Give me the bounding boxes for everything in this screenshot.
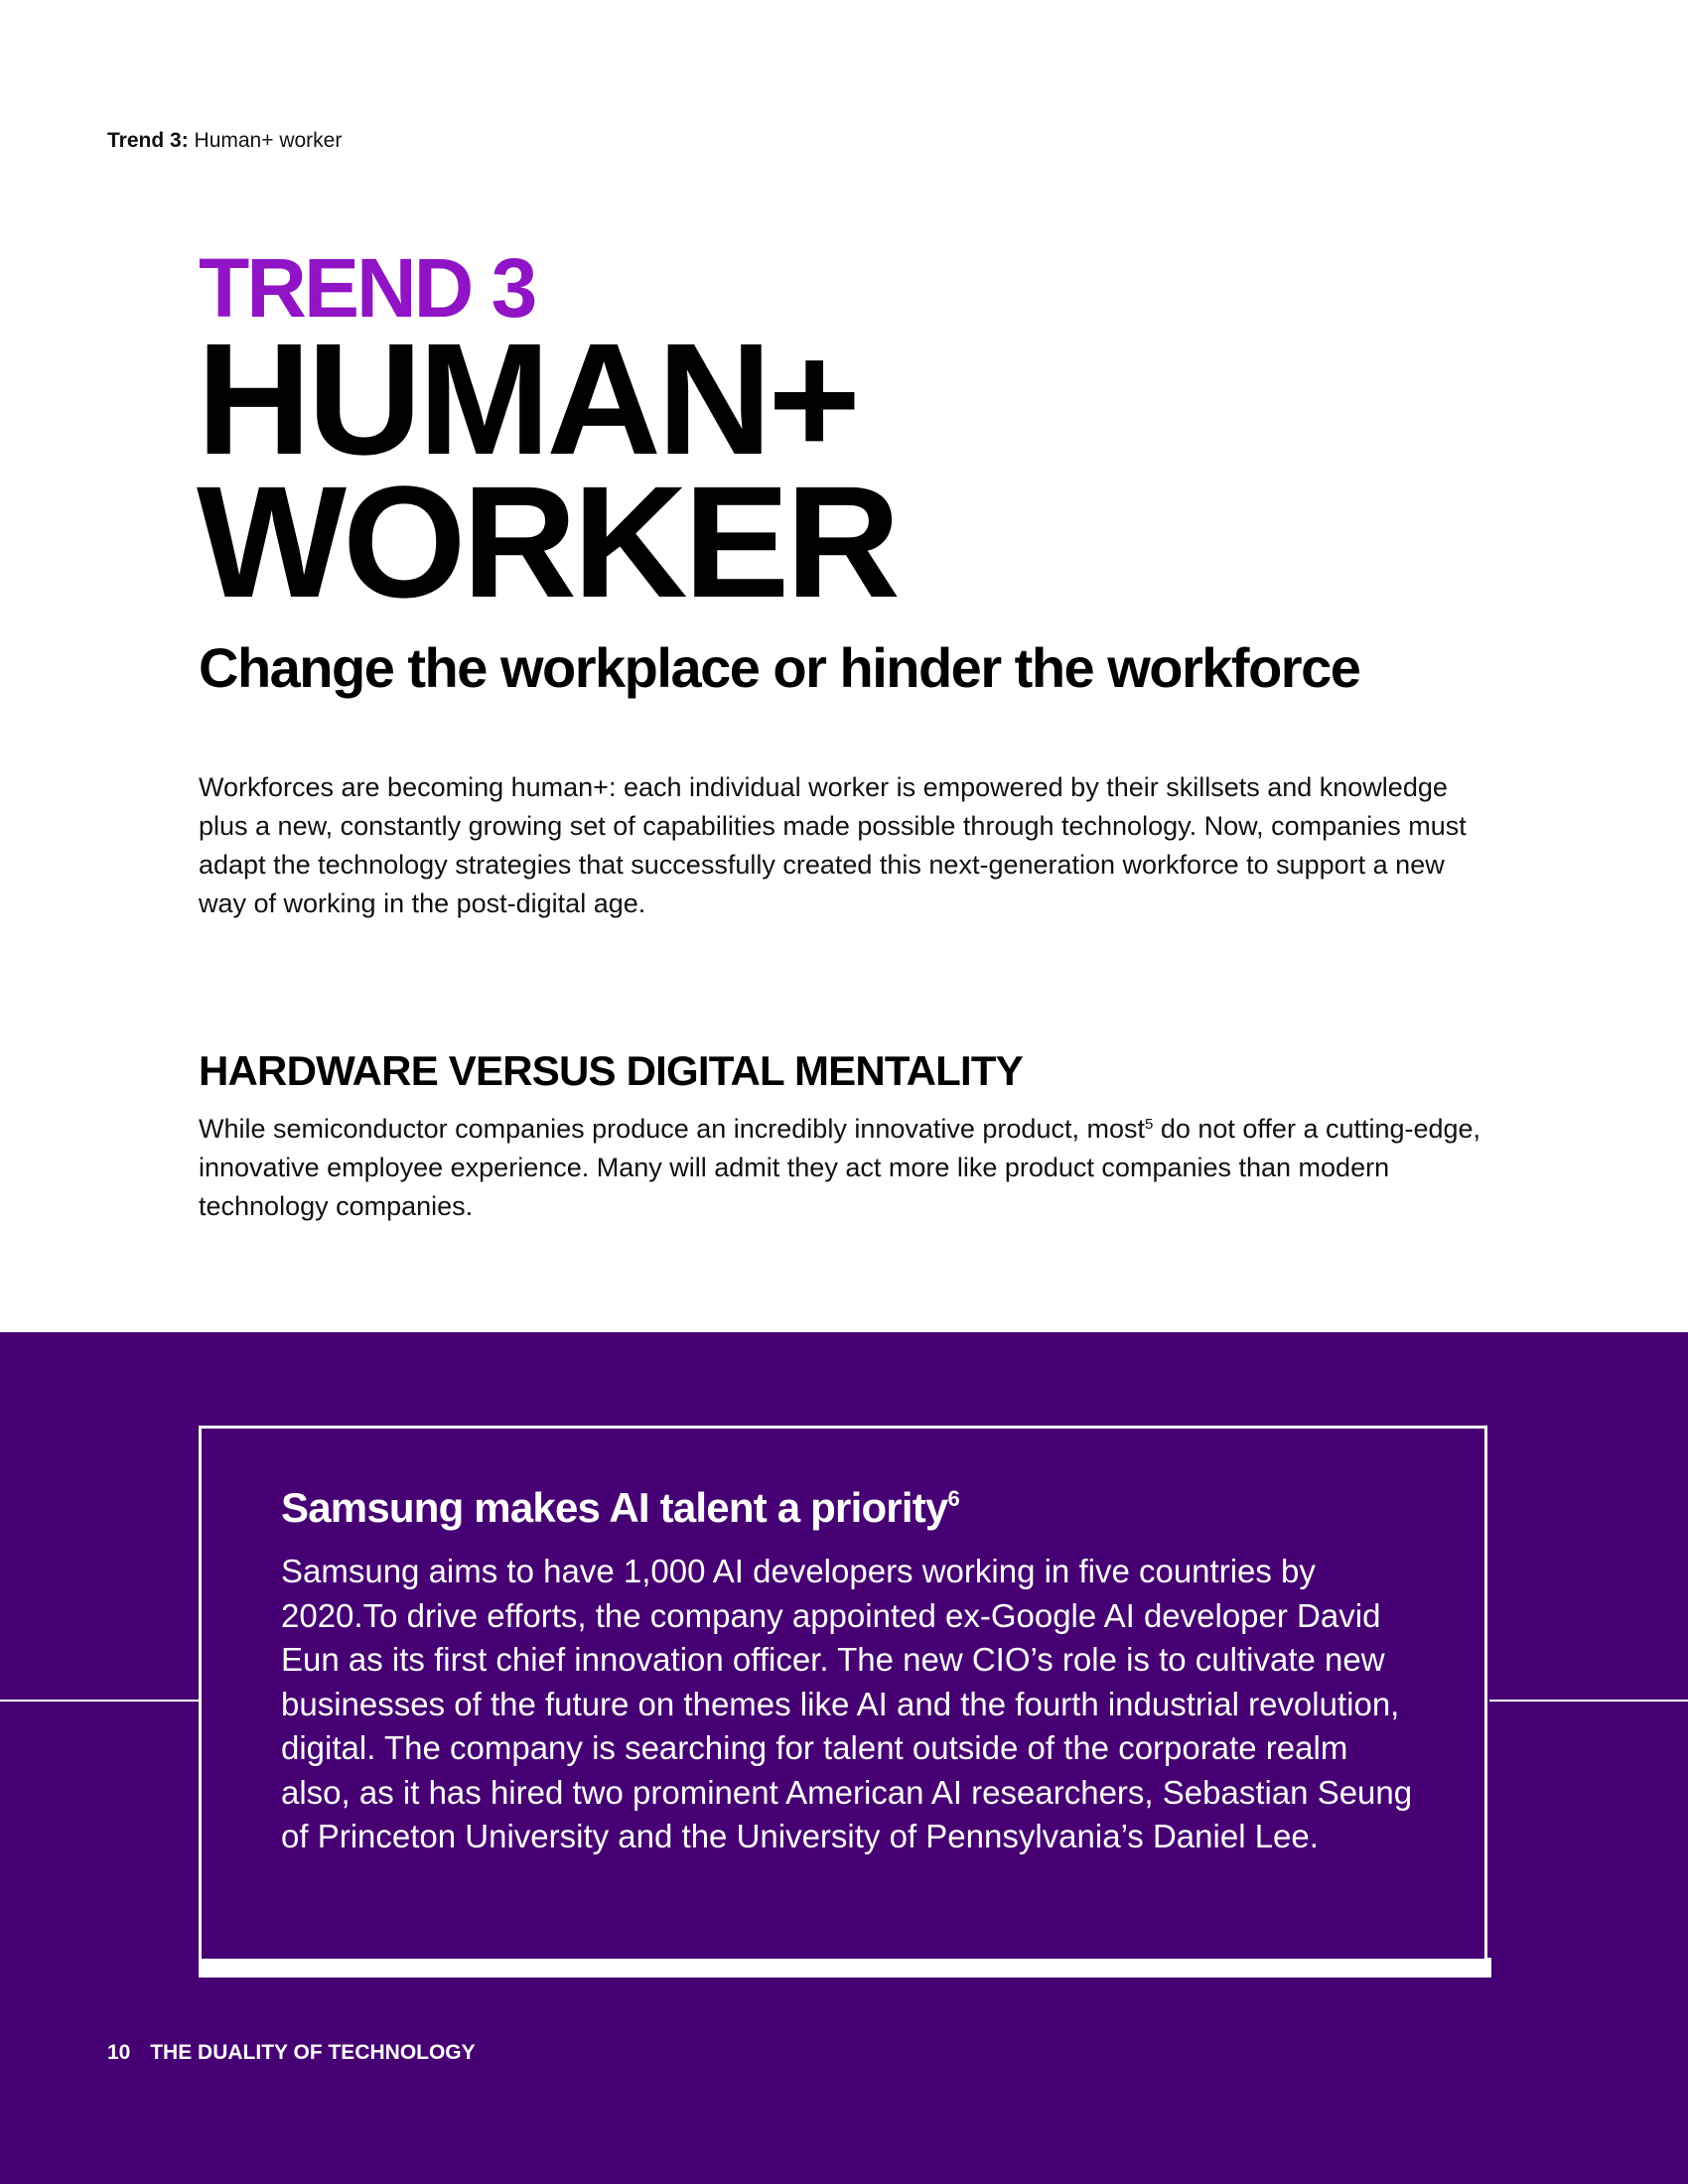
section-paragraph [199,1110,1489,1226]
title-line-1: HUMAN+ [197,310,857,487]
footnote-ref-6[interactable]: 6 [947,1486,959,1511]
running-header [107,129,342,153]
callout-rule-right [1489,1700,1688,1702]
intro-paragraph: Workforces are becoming human+: each individual worker is empowered by their skillsets and knowledge plus a new, constantly growing set of capabilities made possible through technology. Now, companies must adapt the technology strategies that successfully created this next-generation workforce to support a new way of working in the post-digital age. [199,772,1467,918]
header-trend-label: Trend 3: [107,129,189,152]
callout-title [281,1484,959,1532]
callout-body: Samsung aims to have 1,000 AI developers working in five countries by 2020.To drive efforts, the company appointed ex-Google AI developer David Eun as its first chief innovation officer. The new CIO’s role is to cultivate new businesses of the future on themes like AI and the fourth industrial revolution, digital. The company is searching for talent outside of the corporate realm also, as it has hired two prominent American AI researchers, Sebastian Seung of Princeton University and the University of Pennsylvania’s Daniel Lee. [281,1553,1413,1854]
page-title [197,310,897,630]
callout-box [199,1426,1487,1962]
callout-rule-left [0,1700,201,1702]
trend-number: TREND 3 [199,241,535,335]
callout-title-text: Samsung makes AI talent a priority [281,1484,948,1531]
page-subtitle: Change the workplace or hinder the workforce [199,636,1360,699]
header-trend-name: Human+ worker [194,129,343,152]
page-number: 10 [107,2041,131,2064]
footnote-ref-5[interactable]: 5 [1144,1116,1154,1133]
section-text-after: do not offer a cutting-edge, innovative employee experience. Many will admit they act more like product companies than modern technology companies. [199,1114,1481,1221]
report-title: THE DUALITY OF TECHNOLOGY [150,2041,476,2064]
page-footer [107,2041,476,2065]
title-line-2: WORKER [197,453,897,630]
section-heading: HARDWARE VERSUS DIGITAL MENTALITY [199,1047,1023,1094]
section-text-before: While semiconductor companies produce an incredibly innovative product, most [199,1114,1145,1144]
